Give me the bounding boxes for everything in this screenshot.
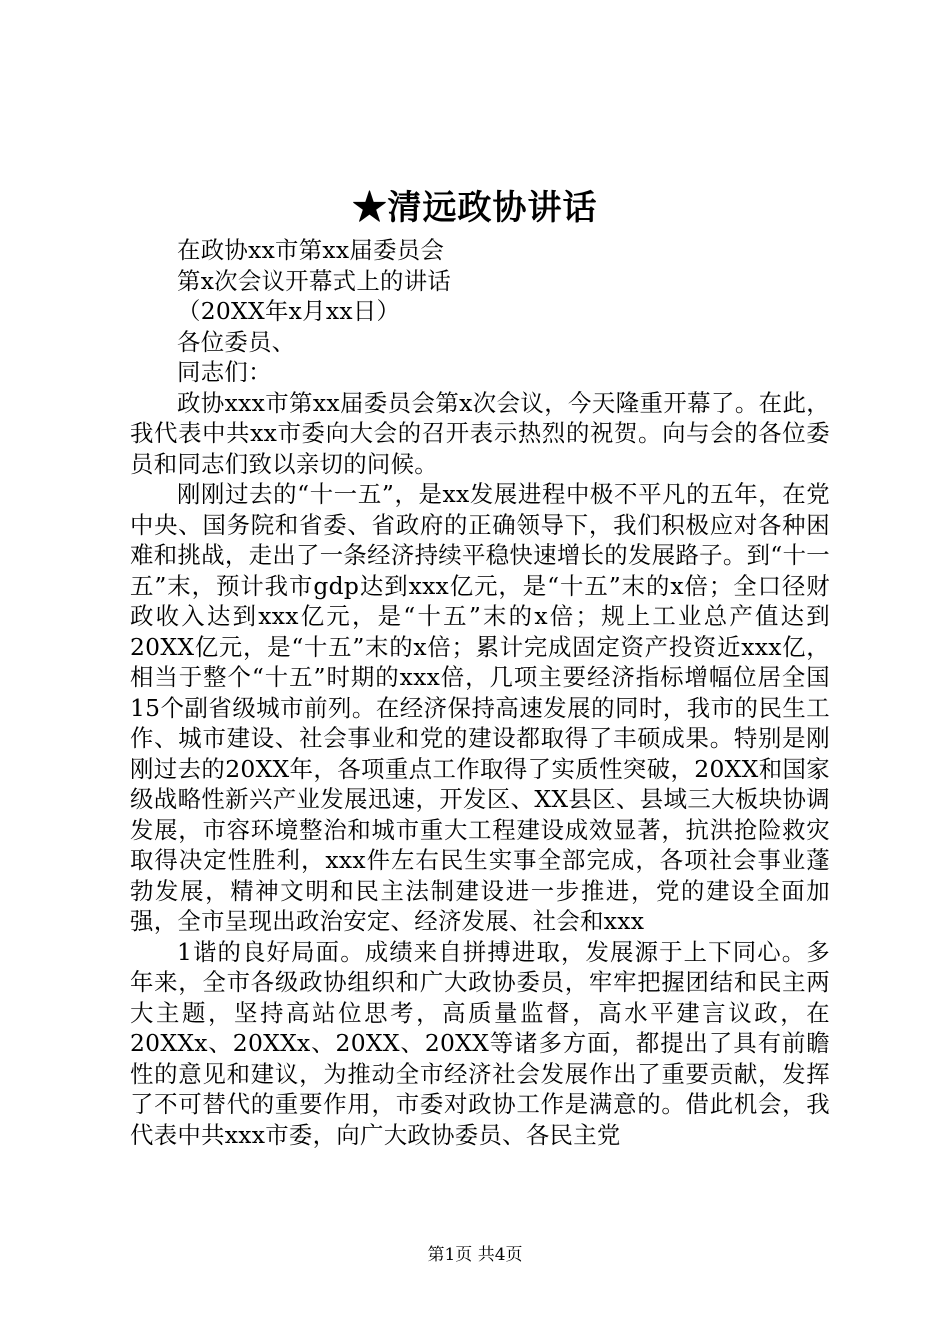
- document-body: [130, 235, 830, 1150]
- document-title: ★清远政协讲话: [352, 188, 598, 228]
- paragraph-heading-line-2: 第x次会议开幕式上的讲话: [177, 266, 452, 295]
- paragraph-heading-line-1: 在政协xx市第xx届委员会: [177, 236, 445, 264]
- paragraph-opening: 政协xxx市第xx届委员会第x次会议，今天隆重开幕了。在此，我代表中共xx市委向大会的召开表示热烈的祝贺。向与会的各位委员和同志们致以亲切的问候。: [130, 388, 830, 478]
- paragraph-achievements: 刚刚过去的“十一五”，是xx发展进程中极不平凡的五年，在党中央、国务院和省委、省政府的正确领导下，我们积极应对各种困难和挑战，走出了一条经济持续平稳快速增长的发展路子。到“十一五”末，预计我市gdp达到xxx亿元，是“十五”末的x倍；全口径财政收入达到xxx亿元，是“十五”末的x倍；规上工业总产值达到20XX亿元，是“十五”末的x倍；累计完成固定资产投资近xxx亿，相当于整个“十五”时期的xxx倍，几项主要经济指标增幅位居全国15个副省级城市前列。在经济保持高速发展的同时，我市的民生工作、城市建设、社会事业和党的建设都取得了丰硕成果。特别是刚刚过去的20XX年，各项重点工作取得了实质性突破，20XX和国家级战略性新兴产业发展迅速，开发区、XX县区、县域三大板块协调发展，市容环境整治和城市重大工程建设成效显著，抗洪抢险救灾取得决定性胜利，xxx件左右民生实事全部完成，各项社会事业蓬勃发展，精神文明和民主法制建设进一步推进，党的建设全面加强，全市呈现出政治安定、经济发展、社会和xxx: [130, 480, 830, 935]
- paragraph-date: （20XX年x月xx日）: [177, 297, 401, 325]
- paragraph-salutation-1: 各位委员、: [177, 327, 296, 356]
- page-number-footer: 第1页 共4页: [427, 1245, 523, 1265]
- paragraph-salutation-2: 同志们：: [177, 358, 272, 386]
- paragraph-cppcc-contribution: 1谐的良好局面。成绩来自拼搏进取，发展源于上下同心。多年来，全市各级政协组织和广大政协委员，牢牢把握团结和民主两大主题，坚持高站位思考，高质量监督，高水平建言议政，在20XXx、20XXx、20XX、20XX等诸多方面，都提出了具有前瞻性的意见和建议，为推动全市经济社会发展作出了重要贡献，发挥了不可替代的重要作用，市委对政协工作是满意的。借此机会，我代表中共xxx市委，向广大政协委员、各民主党: [130, 937, 830, 1149]
